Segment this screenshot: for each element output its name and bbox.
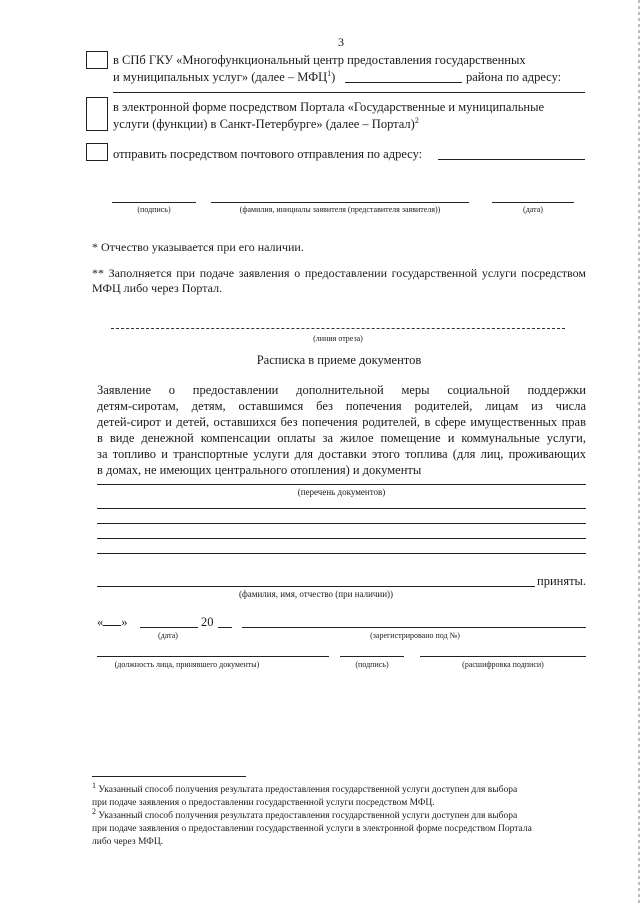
doc-list-line-2[interactable]	[97, 508, 586, 509]
mfc-district-field[interactable]	[345, 82, 462, 83]
portal-option-line1: в электронной форме посредством Портала «Государственные и муниципальные	[113, 100, 545, 114]
mfc-checkbox[interactable]	[86, 51, 108, 69]
footnote-1-line1: $^1$ Указанный способ получения результата предоставления государственной услуги доступен для выбора	[92, 780, 518, 795]
date-month-line[interactable]	[140, 627, 198, 628]
cut-line	[111, 328, 565, 329]
portal-option-line2: услуги (функции) в Санкт-Петербурге» (далее – Портал)$^2$	[113, 115, 419, 131]
position-line[interactable]	[97, 656, 329, 657]
doc-list-line-5[interactable]	[97, 553, 586, 554]
doc-list-line-3[interactable]	[97, 523, 586, 524]
position-caption: (должность лица, принявшего документы)	[114, 660, 260, 669]
receipt-title: Расписка в приеме документов	[256, 353, 422, 367]
page-number: 3	[338, 35, 344, 49]
mfc-portal-note-line2: МФЦ либо через Портал.	[92, 281, 223, 295]
decode-caption: (расшифровка подписи)	[462, 660, 544, 669]
receipt-body-line-1: Заявление о предоставлении дополнительной меры социальной поддержки	[97, 383, 586, 397]
mail-address-field[interactable]	[438, 159, 585, 160]
date-field[interactable]: « »	[97, 615, 128, 629]
reg-number-caption: (зарегистрировано под №)	[370, 631, 460, 640]
footnote-2-line3: либо через МФЦ.	[92, 837, 164, 847]
receipt-body-line-3: детей-сирот и детей, оставшихся без попечения родителей, в сфере имущественных прав	[97, 415, 586, 429]
receipt-signature-line[interactable]	[340, 656, 404, 657]
fio-caption: (фамилия, имя, отчество (при наличии))	[238, 589, 394, 599]
doc-list-line-4[interactable]	[97, 538, 586, 539]
mail-checkbox[interactable]	[86, 143, 108, 161]
applicant-name-line[interactable]	[211, 202, 469, 203]
mfc-option-line2: и муниципальных услуг» (далее – МФЦ$^1$)	[113, 68, 336, 84]
doc-list-line-1[interactable]	[97, 484, 586, 485]
decode-line[interactable]	[420, 656, 586, 657]
footnote-2-line1: $^2$ Указанный способ получения результата предоставления государственной услуги доступен для выбора	[92, 806, 518, 821]
receipt-body-line-2: детям-сиротам, детям, оставшимся без попечения родителей, лицам из числа	[97, 399, 586, 413]
receipt-signature-caption: (подпись)	[355, 660, 389, 669]
date-year-line[interactable]	[218, 627, 232, 628]
date-caption: (дата)	[523, 205, 543, 214]
fio-line[interactable]	[97, 586, 535, 587]
doc-list-caption: (перечень документов)	[297, 487, 386, 497]
date-line[interactable]	[492, 202, 574, 203]
footnote-2-line2: при подаче заявления о предоставлении государственной услуги в электронной форме посредством Портала	[92, 824, 532, 834]
signature-caption: (подпись)	[137, 205, 171, 214]
mail-option-label: отправить посредством почтового отправления по адресу:	[113, 147, 423, 161]
applicant-name-caption: (фамилия, инициалы заявителя (представителя заявителя))	[239, 205, 441, 214]
footnote-1-line2: при подаче заявления о предоставлении государственной услуги посредством МФЦ.	[92, 798, 435, 808]
mfc-option-line1: в СПб ГКУ «Многофункциональный центр предоставления государственных	[113, 53, 526, 67]
footnote-separator	[92, 776, 246, 777]
receipt-body-line-6: в домах, не имеющих центрального отопления) и документы	[97, 463, 422, 477]
patronymic-note: * Отчество указывается при его наличии.	[92, 240, 304, 254]
portal-checkbox[interactable]	[86, 97, 108, 131]
receipt-body-line-4: в виде денежной компенсации оплаты за жилое помещение и коммунальные услуги,	[97, 431, 586, 445]
year-prefix: 20	[201, 615, 214, 629]
accepted-label: приняты.	[537, 574, 587, 588]
mfc-portal-note-line1: ** Заполняется при подаче заявления о предоставлении государственной услуги посредством	[92, 266, 586, 280]
reg-number-line[interactable]	[242, 627, 586, 628]
signature-line[interactable]	[112, 202, 196, 203]
mfc-option-line2-end: района по адресу:	[466, 70, 562, 84]
mfc-address-field[interactable]	[113, 92, 585, 93]
receipt-body-line-5: за топливо и транспортные услуги для доставки этого топлива (для лиц, проживающих	[97, 447, 586, 461]
date-caption-receipt: (дата)	[158, 631, 178, 640]
cut-line-caption: (линия отреза)	[313, 334, 363, 343]
